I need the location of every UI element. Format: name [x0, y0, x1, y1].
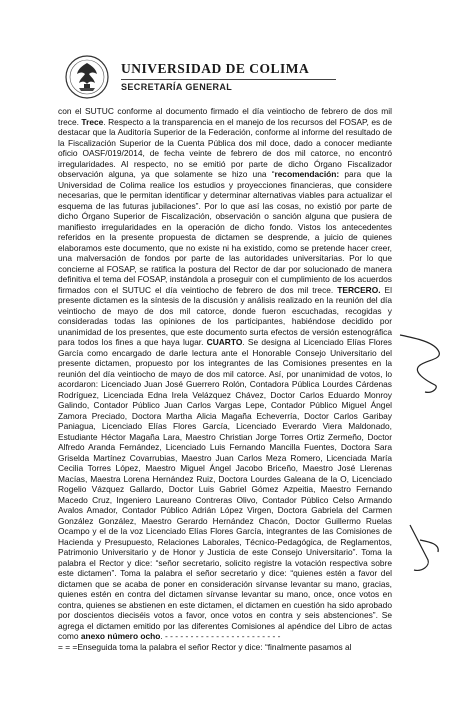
bold-run: Trece: [81, 116, 104, 127]
text-run: . Respecto a la transparencia en el manejo de los recursos del FOSAP, es de destacar que la Auditoría Superior de la Federación, conforme al informe del resultado de la Fiscalización Superior de la Cuenta Pública dos mil doce, dado a conocer mediante oficio OASF/019/2014, de fecha veinte de febrero de dos mil catorce, no encontró irregularidades. Al respecto, no se emitió por parte de dicho Órgano Fiscalizador observación alguna, ya que solamente se hizo una “: [58, 116, 392, 179]
letterhead: [65, 55, 385, 105]
bold-run: TERCERO.: [337, 284, 381, 295]
document-body: [58, 106, 392, 652]
department-name: SECRETARÍA GENERAL: [121, 82, 233, 92]
bold-run: CUARTO: [206, 337, 243, 347]
brand-divider: [121, 79, 336, 80]
text-run: con el SUTUC conforme al documento firmado el día veintiocho de febrero de dos mil trece.: [58, 106, 392, 127]
text-run: ”. Por lo que así las cosas, no existió por parte de dicho Órgano Superior de Fiscalización, observación o sanción alguna que pusiera de manifiesto irregularidades en la operación de dicho fondo. Vistos los antecedentes referidos en la presente propuesta de dictamen se desprende, a juicio de quienes elaboramos este documento, que no existe ni ha existido, como se pretende hacer creer, una malversación de fondos por parte de las autoridades universitarias. Por lo que concierne al FOSAP, se ratifica la postura del Rector de dar por solucionado de manera definitiva el tema del FOSAP, instándola a proseguir con el cumplimiento de los acuerdos firmados con el SUTUC el día veintiocho de febrero de dos mil trece.: [58, 200, 392, 295]
paragraph-main: [58, 106, 392, 642]
text-run: El presente dictamen es la síntesis de la discusión y análisis realizado en la reunión del día veintiocho de mayo de dos mil catorce, donde fueron escuchadas, recogidas y consideradas todas las opiniones de los participantes, habiéndose decidido por unanimidad de los presentes, que este documento surta efectos de versión estenográfica para todos los fines a que haya lugar.: [58, 284, 393, 347]
text-run: para que la Universidad de Colima realice los estudios y proyecciones financieras, que considere necesarias, que le permitan identificar y determinar alternativas viables para actualizar el esquema de las futuras jubilaciones: [58, 169, 392, 211]
brand-block: [121, 61, 336, 92]
paragraph-closing: = = =Enseguida toma la palabra el señor Rector y dice: “finalmente pasamos al: [58, 641, 352, 652]
university-seal-icon: [65, 55, 109, 99]
institution-name: UNIVERSIDAD DE COLIMA: [121, 61, 310, 76]
bold-run: anexo número ocho: [80, 631, 161, 641]
bold-run: recomendación:: [274, 169, 340, 179]
text-run: . - - - - - - - - - - - - - - - - - - - - - - -: [160, 631, 281, 641]
text-run: . Se designa al Licenciado Elías Flores García como encargado de darle lectura ante el Honorable Consejo Universitario del presente dictamen, propuesto por los integrantes de las Comisiones presentes en la reunión del día veintiocho de mayo de dos mil catorce. Así, por unanimidad de votos, lo acordaron: Licenciado Juan José Guerrero Rolón, Contadora Pública Lourdes Cárdenas Rodríguez, Licenciada Edna Irela Velázquez Chávez, Doctor Carlos Eduardo Monroy Galindo, Contador Público Juan Carlos Vargas Lepe, Contador Público Miguel Ángel Zamora Preciado, Doctora Martha Alicia Magaña Echeverría, Doctor Carlos Garibay Paniagua, Licenciado Elías Flores García, Licenciado Everardo Viera Maldonado, Estudiante Héctor Magaña Lara, Maestro Christian Jorge Torres Ortiz Zermeño, Doctor Alfredo Aranda Fernández, Licenciado Luis Fernando Mancilla Fuentes, Doctora Sara Griselda Martínez Covarrubias, Maestro Juan Carlos Meza Romero, Licenciada María Cecilia Torres López, Maestro Miguel Ángel Jacobo Briceño, Maestro José Llerenas Macías, Maestra Lorena Hernández Ruiz, Doctora Lourdes Galeana de la O, Licenciado Rogelio Vázquez Gallardo, Doctor Luis Gabriel Gómez Azpeitia, Maestro Fernando Macedo Cruz, Ingeniero Laureano Contreras Olivo, Contador Público Celso Armando Avalos Amador, Contador Público Adrián López Virgen, Doctora Gabriela del Carmen González González, Maestro Gerardo Hernández Chacón, Doctor Guillermo Ruelas Ocampo y el de la voz Licenciado Elías Flores García, integrantes de las Comisiones de Hacienda y Presupuesto, Relaciones Laborales, Técnico-Pedagógica, de Reglamentos, Patrimonio Universitario y de Honor y Justicia de este Consejo Universitario”. Toma la palabra el Rector y dice: “señor secretario, solicito registre la votación respectiva sobre este dictamen”. Toma la palabra el señor secretario y dice: “quienes estén a favor del dictamen que se acaba de poner en consideración sírvanse levantar su mano, gracias, quienes estén en contra del dictamen sírvanse levantar su mano, once, once votos en contra, quienes se abstienen en este dictamen, el dictamen en cuestión ha sido aprobado por doscientos dieciséis votos a favor, once votos en contra y seis abstenciones”. Se agrega el dictamen emitido por las diferentes Comisiones al apéndice del Libro de actas como: [58, 337, 392, 641]
signature-mark-icon: [400, 520, 445, 580]
signature-mark-icon: [395, 330, 445, 400]
